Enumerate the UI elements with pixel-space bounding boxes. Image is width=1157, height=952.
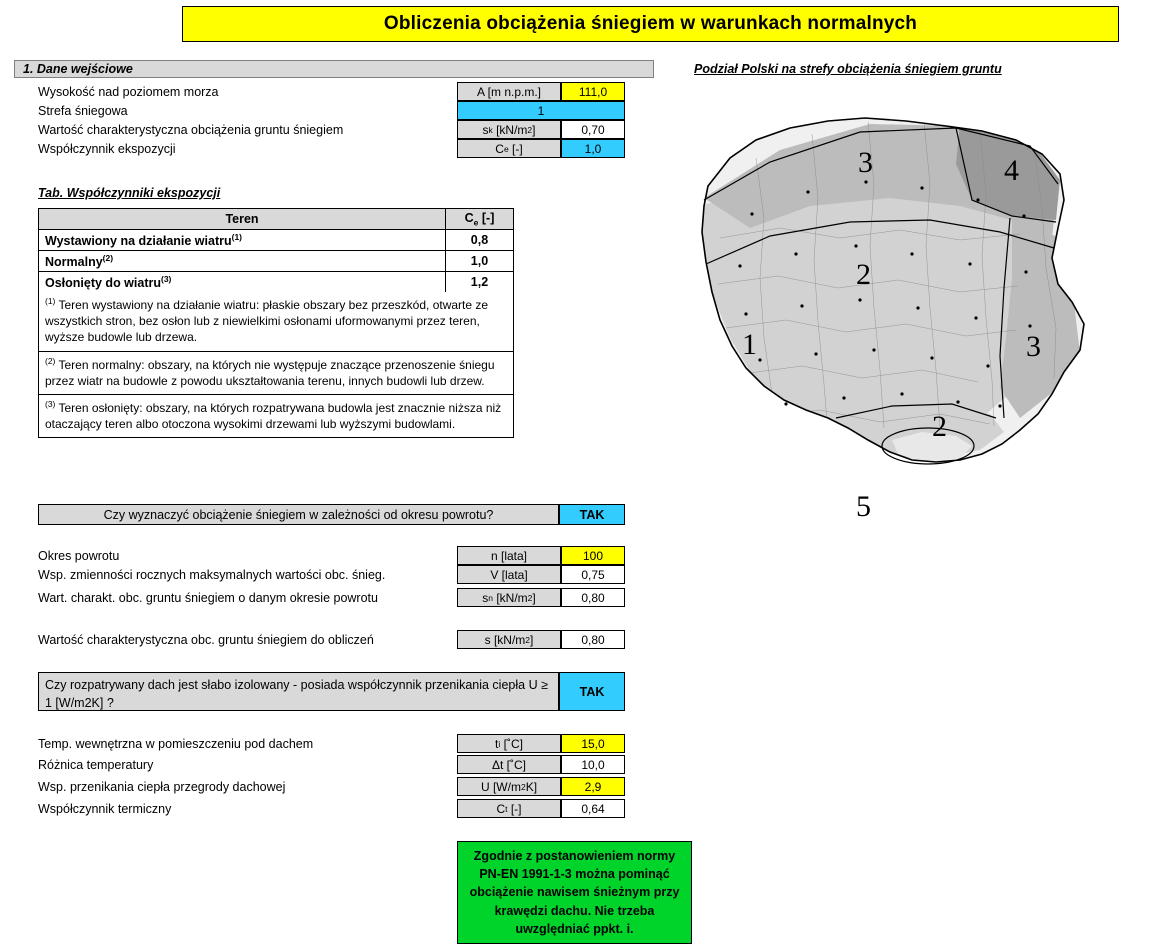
symbol-ct: C t [-]	[457, 799, 561, 818]
footnote-3	[38, 395, 514, 438]
table-row	[39, 272, 514, 293]
zone-label-4: 4	[1004, 154, 1019, 187]
symbol-n: n [lata]	[457, 546, 561, 565]
label-return-period: Okres powrotu	[38, 548, 120, 563]
footnote-text-1: Teren wystawiony na działanie wiatru: płaskie obszary bez przeszkód, otwarte ze wszystkich stron, bez osłon lub z niewielkimi osłonami uformowanymi przez teren, wyższe budowle lub drzewa.	[45, 298, 489, 345]
footnote-marker-1: (1)	[45, 296, 56, 306]
input-n[interactable]: 100	[561, 546, 625, 565]
question-return-period: Czy wyznaczyć obciążenie śniegiem w zależności od okresu powrotu?	[38, 504, 559, 525]
terrain-text-2: Normalny	[45, 255, 103, 270]
value-sk: 0,70	[561, 120, 625, 139]
cell-coef-2: 1,0	[446, 251, 514, 272]
question-roof-insulation-text: Czy rozpatrywany dach jest słabo izolowany - posiada współczynnik przenikania ciepła U ≥ 1 [W/m2K] ?	[45, 678, 548, 711]
col-header-terrain: Teren	[39, 209, 446, 230]
table-row	[39, 251, 514, 272]
label-s-final: Wartość charakterystyczna obc. gruntu śniegiem do obliczeń	[38, 632, 374, 647]
footnote-2	[38, 352, 514, 395]
input-u[interactable]: 2,9	[561, 777, 625, 796]
map-caption: Podział Polski na strefy obciążenia śniegiem gruntu	[694, 62, 1002, 76]
zone-label-3-north: 3	[858, 146, 873, 179]
symbol-ti: t i [˚C]	[457, 734, 561, 753]
symbol-v: V [lata]	[457, 565, 561, 584]
symbol-dt: Δt [˚C]	[457, 755, 561, 774]
value-ct: 0,64	[561, 799, 625, 818]
cell-terrain-3	[39, 272, 446, 293]
exposure-table-caption: Tab. Współczynniki ekspozycji	[38, 186, 221, 200]
label-altitude: Wysokość nad poziomem morza	[38, 84, 219, 99]
terrain-text-1: Wystawiony na działanie wiatru	[45, 234, 232, 249]
label-snow-zone: Strefa śniegowa	[38, 103, 128, 118]
footnote-marker-2: (2)	[45, 355, 56, 366]
answer-return-period[interactable]: TAK	[559, 504, 625, 525]
section-header-input-data: 1. Dane wejściowe	[14, 60, 654, 78]
zone-3-area-east	[1000, 218, 1080, 418]
label-u: Wsp. przenikania ciepła przegrody dachowej	[38, 779, 286, 794]
exposure-footnotes	[38, 292, 514, 438]
label-ce: Współczynnik ekspozycji	[38, 141, 176, 156]
footnote-ref-1: (1)	[231, 231, 243, 242]
symbol-sn: s n [kN/m 2 ]	[457, 588, 561, 607]
value-sn: 0,80	[561, 588, 625, 607]
terrain-text-3: Osłonięty do wiatru	[45, 276, 161, 291]
value-dt: 10,0	[561, 755, 625, 774]
zone-label-2-south: 2	[932, 410, 947, 443]
label-variability: Wsp. zmienności rocznych maksymalnych wartości obc. śnieg.	[38, 567, 386, 582]
cell-terrain-2	[39, 251, 446, 272]
input-ce[interactable]: 1,0	[561, 139, 625, 158]
label-ct: Współczynnik termiczny	[38, 801, 172, 816]
map-svg	[660, 88, 1140, 528]
cell-coef-3: 1,2	[446, 272, 514, 293]
symbol-s-final: s [kN/m 2 ]	[457, 630, 561, 649]
value-s-final: 0,80	[561, 630, 625, 649]
footnote-text-3: Teren osłonięty: obszary, na których rozpatrywana budowla jest znacznie niższa niż otaczający teren albo otoczona wysokimi drzewami lub wyższymi budowlami.	[45, 400, 502, 432]
symbol-altitude: A [m n.p.m.]	[457, 82, 561, 101]
question-roof-insulation	[38, 672, 559, 711]
label-sk: Wartość charakterystyczna obciążenia gruntu śniegiem	[38, 122, 344, 137]
input-altitude[interactable]: 111,0	[561, 82, 625, 101]
footnote-ref-2: (2)	[102, 252, 114, 263]
zone-label-5: 5	[856, 490, 871, 523]
input-snow-zone[interactable]: 1	[457, 101, 625, 120]
map-zones	[660, 88, 1140, 528]
exposure-table	[38, 208, 514, 293]
page-title: Obliczenia obciążenia śniegiem w warunkach normalnych	[383, 13, 918, 34]
footnote-1	[38, 292, 514, 352]
poland-snow-zone-map	[660, 88, 1140, 528]
value-v: 0,75	[561, 565, 625, 584]
label-dt: Różnica temperatury	[38, 757, 154, 772]
page-title-bar	[182, 6, 1119, 42]
table-row	[39, 230, 514, 251]
label-sn: Wart. charakt. obc. gruntu śniegiem o danym okresie powrotu	[38, 590, 378, 605]
symbol-ce: C e [-]	[457, 139, 561, 158]
label-ti: Temp. wewnętrzna w pomieszczeniu pod dachem	[38, 736, 314, 751]
cell-terrain-1	[39, 230, 446, 251]
table-header-row	[39, 209, 514, 230]
zone-label-3-east: 3	[1026, 330, 1041, 363]
standard-note: Zgodnie z postanowieniem normy PN-EN 1991-1-3 można pominąć obciążenie nawisem śnieżnym przy krawędzi dachu. Nie trzeba uwzględniać ppkt. i.	[457, 841, 692, 944]
col-header-ce: $C_e$ [-]	[446, 209, 514, 230]
input-ti[interactable]: 15,0	[561, 734, 625, 753]
footnote-ref-3: (3)	[161, 273, 172, 284]
footnote-text-2: Teren normalny: obszary, na których nie występuje znaczące przenoszenie śniegu przez wiatr na budowle z powodu ukształtowania terenu, innych budowli lub drzew.	[45, 357, 495, 388]
zone-label-2-central: 2	[856, 258, 871, 291]
footnote-marker-3: (3)	[45, 398, 56, 409]
zone-label-1: 1	[742, 328, 757, 361]
symbol-sk: s k [kN/m 2 ]	[457, 120, 561, 139]
answer-roof-insulation[interactable]: TAK	[559, 672, 625, 711]
symbol-u: U [W/m 2 K]	[457, 777, 561, 796]
cell-coef-1: 0,8	[446, 230, 514, 251]
